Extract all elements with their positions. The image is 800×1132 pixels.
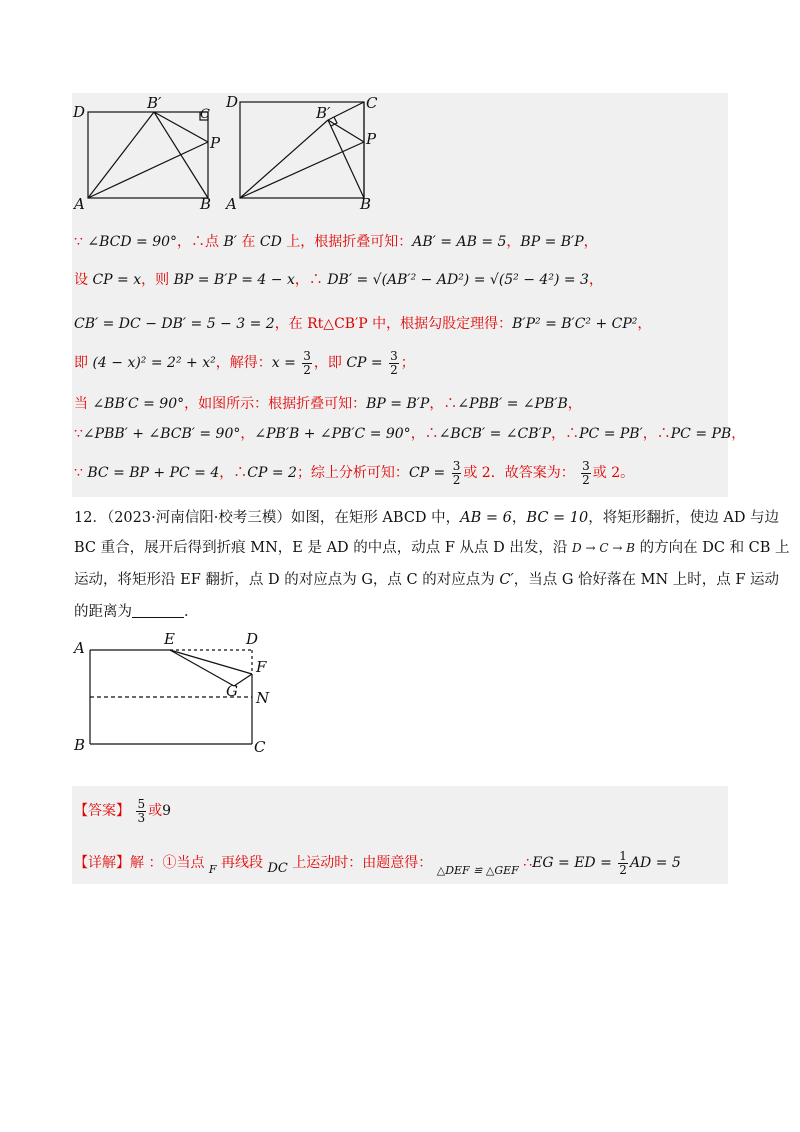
fig3-label-e: E — [164, 630, 175, 648]
figure-3 — [72, 628, 282, 760]
fig2-label-p: P — [366, 130, 377, 148]
figure-2 — [224, 96, 384, 212]
question-line-4: 的距离为 ． — [74, 604, 199, 620]
fraction-three-halves-3: $\frac{3}{2}$ — [452, 458, 461, 487]
question-line-1: 12．（2023·河南信阳·校考三模）如图，在矩形 ABCD 中，AB = 6，BC = 10，将矩形翻折，使边 AD 与边 — [74, 510, 780, 526]
fig2-label-c: C — [366, 96, 378, 112]
fraction-three-halves: $\frac{3}{2}$ — [303, 348, 311, 377]
solution-line-2: 设 CP = x，则 BP = B′P = 4 − x，∴ DB′ = √(AB′² − AD²) = √(5² − 4²) = 3， — [74, 272, 603, 288]
solution-line-3: CB′ = DC − DB′ = 5 − 3 = 2，在 Rt△CB′P 中，根据勾股定理得：B′P² = B′C² + CP²， — [74, 316, 652, 332]
fig3-label-f: F — [256, 658, 267, 676]
fig1-label-a: A — [74, 195, 85, 212]
fig3-label-g: G — [226, 682, 238, 700]
question-line-2: BC 重合，展开后得到折痕 MN，E 是 AD 的中点，动点 F 从点 D 出发，沿 D → C → B 的方向在 DC 和 CB 上 — [74, 540, 790, 556]
fig3-label-a: A — [74, 639, 85, 657]
question-line-3: 运动，将矩形沿 EF 翻折，点 D 的对应点为 G，点 C 的对应点为 C′，当点 G 恰好落在 MN 上时，点 F 运动 — [74, 572, 780, 588]
solution-line-7: ∵ BC = BP + PC = 4，∴CP = 2；综上分析可知：CP = $\frac{3}{2}$ 或 2．故答案为： $\frac{3}{2}$ 或 2。 — [74, 458, 635, 487]
solution-line-4: 即 (4 − x)² = 2² + x²，解得：x = $\frac{3}{2}$ ，即 CP = $\frac{3}{2}$ ； — [74, 348, 415, 377]
answer-line: 【答案】 $\frac{5}{3}$ 或9 — [74, 796, 172, 825]
fig1-label-b: B — [200, 195, 212, 212]
fraction-three-halves-2: $\frac{3}{2}$ — [390, 348, 398, 377]
fig1-label-d: D — [73, 103, 86, 121]
fig3-label-d: D — [246, 630, 259, 648]
fig3-label-c: C — [254, 738, 266, 756]
fig1-label-bprime: B′ — [147, 96, 162, 112]
half-fraction: $\frac{1}{2}$ — [619, 848, 627, 877]
fig3-label-b: B — [74, 736, 86, 754]
fig1-label-p: P — [210, 134, 220, 152]
fraction-three-halves-4: $\frac{3}{2}$ — [582, 458, 590, 487]
fig2-label-d: D — [226, 96, 239, 111]
solution-line-1: ∵ ∠BCD = 90°，∴点 B′ 在 CD 上，根据折叠可知：AB′ = AB = 5，BP = B′P， — [74, 234, 598, 250]
figure-1 — [72, 96, 220, 212]
answer-fraction: $\frac{5}{3}$ — [137, 796, 146, 825]
fig2-label-a: A — [226, 195, 237, 212]
solution-line-6: ∵∠PBB′ + ∠BCB′ = 90°，∠PB′B + ∠PB′C = 90°，∴∠BCB′ = ∠CB′P，∴PC = PB′，∴PC = PB， — [74, 426, 746, 442]
fig1-label-c: C — [200, 107, 210, 122]
fig2-label-bprime: B′ — [316, 104, 331, 122]
fig2-label-b: B — [360, 195, 372, 212]
detail-line: 【详解】解 ：①当点 $_F$ 再线段 DC 上运动时：由题意得： $_{\triangle DEF ≌ \triangle GEF}$ ∴EG = ED = $\frac{1}{2}$ AD = 5 — [74, 848, 681, 877]
fig3-label-n: N — [256, 689, 270, 707]
solution-line-5: 当 ∠BB′C = 90°，如图所示：根据折叠可知：BP = B′P，∴∠PBB′ = ∠PB′B， — [74, 396, 582, 412]
answer-blank — [132, 603, 184, 618]
